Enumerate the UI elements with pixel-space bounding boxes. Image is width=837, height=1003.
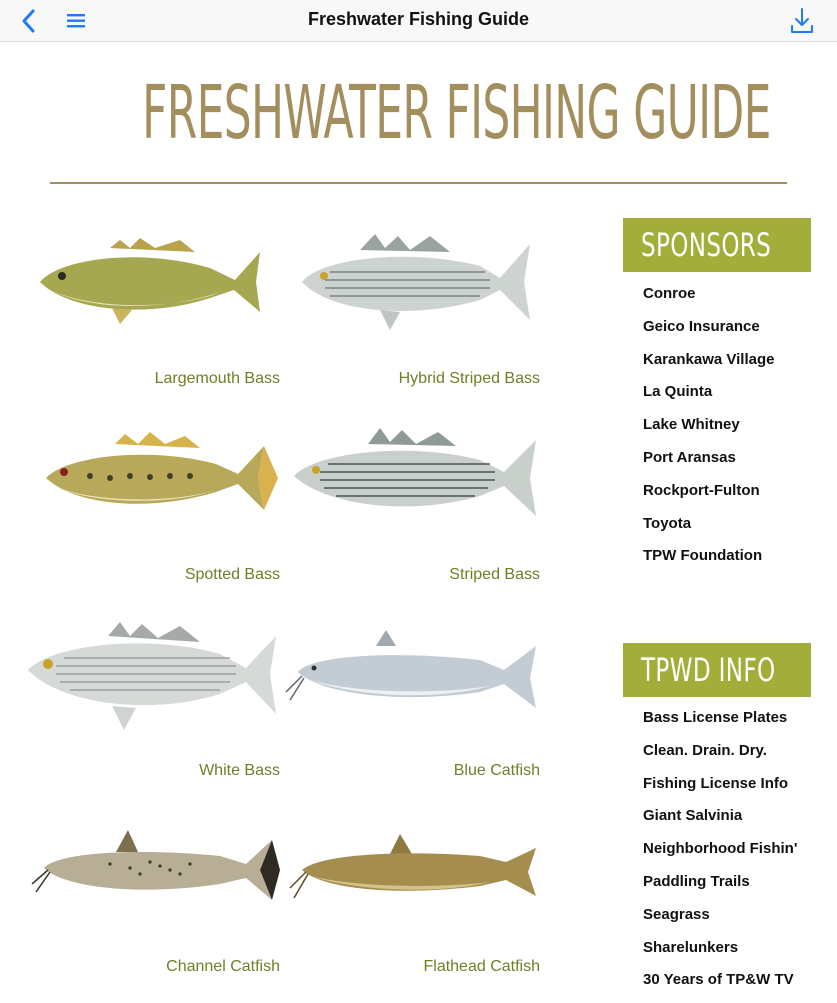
sponsor-link[interactable]: Toyota [643,514,692,532]
fish-name: White Bass [199,762,280,779]
white-bass-image [20,622,280,742]
tpwd-info-link[interactable]: Neighborhood Fishin' [643,840,798,858]
download-button[interactable] [787,6,817,36]
blue-catfish-image [280,622,540,742]
title-divider [50,182,787,184]
largemouth-bass-image [20,230,280,350]
sponsor-link[interactable]: Karankawa Village [643,350,775,368]
spotted-bass-image [20,426,280,546]
page-title: FRESHWATER FISHING GUIDE [142,70,771,156]
sponsor-link[interactable]: TPW Foundation [643,547,763,565]
fish-name: Blue Catfish [453,762,540,779]
tpwd-info-link[interactable]: Sharelunkers [643,938,739,956]
striped-bass-image [280,426,540,546]
download-icon [787,6,817,36]
fish-name: Flathead Catfish [423,958,540,975]
tpwd-info-heading: TPWD INFO [623,643,811,697]
fish-card-white-bass[interactable] [20,622,280,802]
sponsors-heading: SPONSORS [623,218,811,272]
hybrid-striped-bass-image [280,230,540,350]
fish-name: Spotted Bass [184,566,280,583]
sponsor-link[interactable]: Lake Whitney [643,416,740,434]
fish-name: Striped Bass [449,566,540,583]
tpwd-info-link[interactable]: Clean. Drain. Dry. [643,741,767,759]
channel-catfish-image [20,818,280,938]
sponsor-link[interactable]: Conroe [643,285,696,302]
sponsor-link[interactable]: Port Aransas [643,448,736,466]
fish-card-flathead-catfish[interactable] [280,818,540,998]
tpwd-info-link[interactable]: Bass License Plates [643,709,788,726]
tpwd-info-list [643,708,797,1003]
nav-title: Freshwater Fishing Guide [307,9,530,29]
sponsor-link[interactable]: Geico Insurance [643,317,760,335]
fish-name: Channel Catfish [166,958,280,975]
fish-card-spotted-bass[interactable] [20,426,280,606]
tpwd-info-link[interactable]: 30 Years of TP&W TV [643,971,794,989]
fish-name: Hybrid Striped Bass [398,370,540,387]
flathead-catfish-image [280,818,540,938]
fish-card-largemouth-bass[interactable] [20,230,280,410]
tpwd-info-link[interactable]: Seagrass [643,905,710,923]
fish-name: Largemouth Bass [154,370,280,387]
tpwd-info-link[interactable]: Giant Salvinia [643,807,743,825]
fish-card-blue-catfish[interactable] [280,622,540,802]
fish-card-channel-catfish[interactable] [20,818,280,998]
sponsor-link[interactable]: La Quinta [643,383,713,401]
tpwd-info-link[interactable]: Fishing License Info [643,774,789,792]
navigation-bar [0,0,837,42]
fish-card-hybrid-striped-bass[interactable] [280,230,540,410]
tpwd-info-link[interactable]: Paddling Trails [643,872,750,890]
fish-card-striped-bass[interactable] [280,426,540,606]
sponsor-link[interactable]: Rockport-Fulton [643,481,760,499]
sponsors-list [643,284,774,579]
